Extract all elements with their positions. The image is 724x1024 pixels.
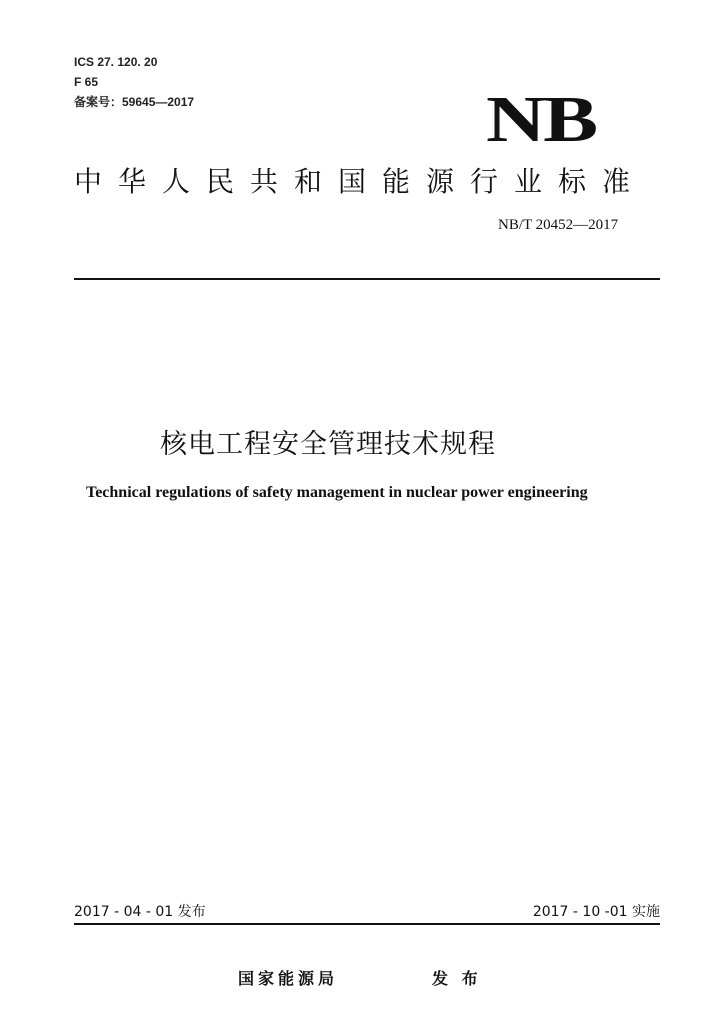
nb-logo: NB — [486, 83, 596, 156]
standard-number: NB/T 20452—2017 — [498, 217, 619, 233]
publish-action: 发 布 — [432, 969, 482, 988]
ccs-code: F 65 — [74, 75, 99, 89]
ics-code: ICS 27. 120. 20 — [74, 55, 158, 69]
implementation-date: 2017 - 10 -01 实施 — [532, 904, 660, 920]
issue-date: 2017 - 04 - 01 发布 — [74, 904, 206, 920]
footer-divider — [74, 923, 660, 925]
document-title-en: Technical regulations of safety management in nuclear power engineering — [86, 484, 588, 501]
document-title-cn: 核电工程安全管理技术规程 — [160, 429, 496, 460]
industry-standard-title: 中华人民共和国能源行业标准 — [74, 165, 647, 198]
filing-number: 备案号：59645—2017 — [74, 95, 195, 109]
header-divider — [74, 278, 660, 280]
publisher-name: 国家能源局 — [238, 969, 339, 988]
